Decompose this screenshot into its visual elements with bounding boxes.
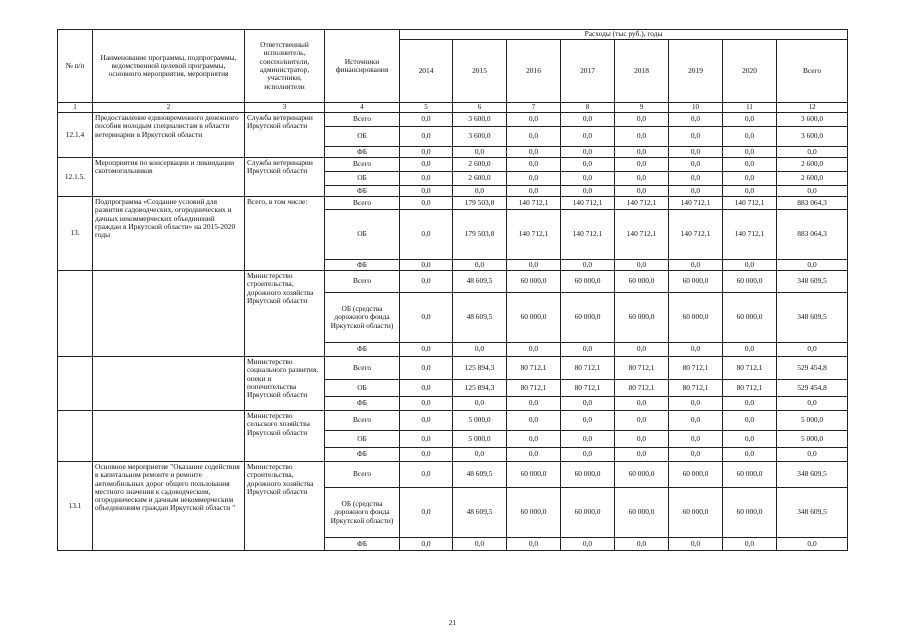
amount-cell: 0,0	[561, 431, 615, 448]
funding-source: ОБ	[325, 210, 400, 260]
amount-cell: 140 712,1	[723, 210, 777, 260]
amount-cell: 48 609,5	[453, 271, 507, 293]
amount-cell: 125 894,3	[453, 380, 507, 397]
amount-cell: 2 600,0	[453, 158, 507, 172]
column-number: 8	[561, 103, 615, 113]
amount-cell: 0,0	[400, 260, 453, 271]
amount-cell: 80 712,1	[615, 380, 669, 397]
amount-cell: 80 712,1	[723, 380, 777, 397]
funding-source: Всего	[325, 357, 400, 380]
amount-cell: 140 712,1	[561, 210, 615, 260]
amount-cell: 3 600,0	[453, 113, 507, 127]
amount-cell: 0,0	[723, 158, 777, 172]
amount-cell: 3 600,0	[453, 127, 507, 147]
amount-cell: 140 712,1	[507, 197, 561, 210]
amount-cell: 0,0	[507, 448, 561, 462]
total-cell: 5 000,0	[777, 431, 848, 448]
row-number: 12.1.4	[58, 113, 93, 158]
total-cell: 2 600,0	[777, 158, 848, 172]
column-number: 10	[669, 103, 723, 113]
amount-cell: 0,0	[400, 538, 453, 551]
amount-cell: 60 000,0	[723, 271, 777, 293]
amount-cell: 60 000,0	[561, 462, 615, 488]
funding-source: Всего	[325, 462, 400, 488]
amount-cell: 0,0	[400, 127, 453, 147]
amount-cell: 179 503,8	[453, 210, 507, 260]
amount-cell: 0,0	[723, 147, 777, 158]
table-row	[58, 411, 848, 431]
amount-cell: 60 000,0	[615, 271, 669, 293]
amount-cell: 0,0	[507, 538, 561, 551]
row-number: 13.1	[58, 462, 93, 551]
funding-source: ФБ	[325, 538, 400, 551]
amount-cell: 60 000,0	[723, 293, 777, 343]
amount-cell: 140 712,1	[615, 210, 669, 260]
amount-cell: 0,0	[400, 210, 453, 260]
amount-cell: 80 712,1	[561, 357, 615, 380]
amount-cell: 0,0	[561, 343, 615, 357]
amount-cell: 2 600,0	[453, 172, 507, 186]
funding-source: ОБ	[325, 380, 400, 397]
total-cell: 3 600,0	[777, 127, 848, 147]
executor: Служба ветеринарии Иркутской области	[245, 158, 325, 197]
amount-cell: 0,0	[723, 397, 777, 411]
amount-cell: 0,0	[400, 380, 453, 397]
total-cell: 0,0	[777, 260, 848, 271]
amount-cell: 0,0	[561, 186, 615, 197]
amount-cell: 0,0	[723, 448, 777, 462]
amount-cell: 140 712,1	[507, 210, 561, 260]
amount-cell: 0,0	[669, 186, 723, 197]
amount-cell: 0,0	[615, 172, 669, 186]
funding-source: Всего	[325, 411, 400, 431]
amount-cell: 0,0	[669, 448, 723, 462]
amount-cell: 0,0	[453, 260, 507, 271]
funding-source: ОБ (средства дорожного фонда Иркутской области)	[325, 293, 400, 343]
amount-cell: 0,0	[453, 343, 507, 357]
amount-cell: 0,0	[507, 127, 561, 147]
amount-cell: 0,0	[615, 127, 669, 147]
amount-cell: 0,0	[400, 357, 453, 380]
amount-cell: 0,0	[400, 462, 453, 488]
amount-cell: 60 000,0	[669, 293, 723, 343]
amount-cell: 0,0	[723, 260, 777, 271]
amount-cell: 140 712,1	[669, 210, 723, 260]
amount-cell: 48 609,5	[453, 488, 507, 538]
header-sources: Источники финансирования	[325, 30, 400, 103]
program-name	[93, 411, 245, 462]
amount-cell: 0,0	[400, 147, 453, 158]
amount-cell: 0,0	[400, 293, 453, 343]
row-number	[58, 357, 93, 411]
amount-cell: 0,0	[669, 397, 723, 411]
amount-cell: 0,0	[453, 397, 507, 411]
amount-cell: 0,0	[400, 431, 453, 448]
funding-source: ФБ	[325, 186, 400, 197]
amount-cell: 0,0	[669, 538, 723, 551]
amount-cell: 0,0	[723, 343, 777, 357]
amount-cell: 0,0	[723, 538, 777, 551]
funding-source: ФБ	[325, 343, 400, 357]
amount-cell: 60 000,0	[669, 271, 723, 293]
amount-cell: 0,0	[400, 158, 453, 172]
total-cell: 0,0	[777, 147, 848, 158]
amount-cell: 0,0	[669, 431, 723, 448]
amount-cell: 5 000,0	[453, 431, 507, 448]
amount-cell: 0,0	[453, 538, 507, 551]
header-total: Всего	[777, 40, 848, 103]
table-row	[58, 271, 848, 293]
amount-cell: 60 000,0	[561, 271, 615, 293]
amount-cell: 0,0	[400, 271, 453, 293]
amount-cell: 140 712,1	[723, 197, 777, 210]
executor: Служба ветеринарии Иркутской области	[245, 113, 325, 158]
amount-cell: 0,0	[507, 113, 561, 127]
amount-cell: 0,0	[669, 147, 723, 158]
amount-cell: 0,0	[400, 411, 453, 431]
amount-cell: 0,0	[723, 186, 777, 197]
amount-cell: 0,0	[561, 127, 615, 147]
amount-cell: 0,0	[561, 113, 615, 127]
column-number: 12	[777, 103, 848, 113]
total-cell: 348 609,5	[777, 488, 848, 538]
amount-cell: 0,0	[615, 113, 669, 127]
amount-cell: 140 712,1	[615, 197, 669, 210]
amount-cell: 0,0	[561, 260, 615, 271]
executor: Министерство социального развития, опеки и попечительства Иркутской области	[245, 357, 325, 411]
amount-cell: 80 712,1	[507, 380, 561, 397]
amount-cell: 0,0	[507, 147, 561, 158]
table-body	[58, 113, 848, 551]
amount-cell: 0,0	[723, 127, 777, 147]
amount-cell: 0,0	[400, 197, 453, 210]
header-name: Наименование программы, подпрограммы, ведомственной целевой программы, основного мероприятия, мероприятия	[93, 30, 245, 103]
total-cell: 0,0	[777, 448, 848, 462]
header-no: № п/п	[58, 30, 93, 103]
amount-cell: 60 000,0	[507, 293, 561, 343]
amount-cell: 80 712,1	[615, 357, 669, 380]
amount-cell: 0,0	[669, 260, 723, 271]
amount-cell: 0,0	[507, 186, 561, 197]
funding-source: ОБ	[325, 127, 400, 147]
amount-cell: 60 000,0	[507, 271, 561, 293]
header-year: 2018	[615, 40, 669, 103]
executor: Всего, в том числе:	[245, 197, 325, 271]
amount-cell: 80 712,1	[561, 380, 615, 397]
amount-cell: 0,0	[507, 397, 561, 411]
program-name: Предоставление единовременного денежного пособия молодым специалистам в области ветеринарии в Иркутской области	[93, 113, 245, 158]
amount-cell: 179 503,8	[453, 197, 507, 210]
amount-cell: 0,0	[615, 343, 669, 357]
amount-cell: 0,0	[615, 260, 669, 271]
funding-source: ФБ	[325, 260, 400, 271]
amount-cell: 0,0	[669, 127, 723, 147]
program-name	[93, 271, 245, 357]
amount-cell: 0,0	[615, 147, 669, 158]
amount-cell: 0,0	[723, 431, 777, 448]
amount-cell: 80 712,1	[507, 357, 561, 380]
amount-cell: 0,0	[507, 343, 561, 357]
total-cell: 0,0	[777, 186, 848, 197]
amount-cell: 125 894,3	[453, 357, 507, 380]
amount-cell: 48 609,5	[453, 293, 507, 343]
amount-cell: 60 000,0	[615, 462, 669, 488]
amount-cell: 0,0	[507, 260, 561, 271]
amount-cell: 0,0	[507, 172, 561, 186]
header-executor: Ответственный исполнитель, соисполнители, администратор, участники, исполнители	[245, 30, 325, 103]
amount-cell: 0,0	[400, 448, 453, 462]
header-year: 2016	[507, 40, 561, 103]
header-expenses: Расходы (тыс руб.), годы	[400, 30, 848, 40]
amount-cell: 5 000,0	[453, 411, 507, 431]
amount-cell: 140 712,1	[669, 197, 723, 210]
amount-cell: 0,0	[669, 113, 723, 127]
total-cell: 3 600,0	[777, 113, 848, 127]
funding-source: ОБ	[325, 172, 400, 186]
column-number: 5	[400, 103, 453, 113]
table-row	[58, 158, 848, 172]
amount-cell: 0,0	[561, 448, 615, 462]
amount-cell: 80 712,1	[723, 357, 777, 380]
amount-cell: 0,0	[669, 158, 723, 172]
amount-cell: 0,0	[400, 186, 453, 197]
amount-cell: 0,0	[561, 147, 615, 158]
amount-cell: 0,0	[453, 147, 507, 158]
amount-cell: 60 000,0	[723, 488, 777, 538]
table-row	[58, 197, 848, 210]
amount-cell: 60 000,0	[561, 488, 615, 538]
funding-source: Всего	[325, 158, 400, 172]
funding-source: ФБ	[325, 448, 400, 462]
funding-source: Всего	[325, 197, 400, 210]
header-year: 2020	[723, 40, 777, 103]
amount-cell: 0,0	[453, 448, 507, 462]
amount-cell: 0,0	[615, 186, 669, 197]
amount-cell: 0,0	[615, 431, 669, 448]
amount-cell: 60 000,0	[669, 488, 723, 538]
total-cell: 0,0	[777, 343, 848, 357]
column-number: 11	[723, 103, 777, 113]
column-number: 7	[507, 103, 561, 113]
row-number: 12.1.5.	[58, 158, 93, 197]
amount-cell: 0,0	[615, 397, 669, 411]
table-row	[58, 357, 848, 380]
funding-source: ОБ (средства дорожного фонда Иркутской области)	[325, 488, 400, 538]
total-cell: 348 609,5	[777, 462, 848, 488]
column-number: 6	[453, 103, 507, 113]
program-name: Подпрограмма «Создание условий для развития садоводческих, огороднических и дачных некоммерческих объединений граждан в Иркутской области» на 2015-2020 годы	[93, 197, 245, 271]
program-name: Мероприятия по консервации и ликвидации скотомогильников	[93, 158, 245, 197]
amount-cell: 0,0	[561, 411, 615, 431]
amount-cell: 0,0	[723, 172, 777, 186]
amount-cell: 60 000,0	[561, 293, 615, 343]
amount-cell: 0,0	[507, 411, 561, 431]
header-year: 2017	[561, 40, 615, 103]
amount-cell: 0,0	[561, 158, 615, 172]
header-year: 2019	[669, 40, 723, 103]
total-cell: 883 064,3	[777, 197, 848, 210]
amount-cell: 60 000,0	[669, 462, 723, 488]
column-number: 1	[58, 103, 93, 113]
amount-cell: 0,0	[400, 113, 453, 127]
total-cell: 0,0	[777, 538, 848, 551]
amount-cell: 0,0	[400, 397, 453, 411]
funding-source: ОБ	[325, 431, 400, 448]
executor: Министерство строительства, дорожного хозяйства Иркутской области	[245, 271, 325, 357]
amount-cell: 140 712,1	[561, 197, 615, 210]
total-cell: 348 609,5	[777, 271, 848, 293]
amount-cell: 0,0	[400, 488, 453, 538]
amount-cell: 0,0	[723, 411, 777, 431]
funding-source: ФБ	[325, 147, 400, 158]
row-number: 13.	[58, 197, 93, 271]
amount-cell: 0,0	[615, 448, 669, 462]
amount-cell: 0,0	[669, 172, 723, 186]
total-cell: 0,0	[777, 397, 848, 411]
amount-cell: 0,0	[615, 411, 669, 431]
amount-cell: 0,0	[400, 343, 453, 357]
amount-cell: 60 000,0	[507, 462, 561, 488]
total-cell: 883 064,3	[777, 210, 848, 260]
executor: Министерство строительства, дорожного хозяйства Иркутской области	[245, 462, 325, 551]
total-cell: 529 454,8	[777, 380, 848, 397]
amount-cell: 0,0	[615, 538, 669, 551]
program-name: Основное мероприятие "Оказание содействия в капитальном ремонте и ремонте автомобильных дорог общего пользования местного значения к садоводческим, огородническим и дачным некоммерческим объединениям граждан Иркутской области "	[93, 462, 245, 551]
row-number	[58, 411, 93, 462]
amount-cell: 0,0	[507, 431, 561, 448]
column-number: 9	[615, 103, 669, 113]
header-year: 2014	[400, 40, 453, 103]
amount-cell: 60 000,0	[723, 462, 777, 488]
total-cell: 5 000,0	[777, 411, 848, 431]
amount-cell: 60 000,0	[615, 488, 669, 538]
header-year: 2015	[453, 40, 507, 103]
amount-cell: 0,0	[400, 172, 453, 186]
funding-source: Всего	[325, 271, 400, 293]
amount-cell: 0,0	[561, 397, 615, 411]
amount-cell: 60 000,0	[615, 293, 669, 343]
amount-cell: 0,0	[561, 538, 615, 551]
amount-cell: 80 712,1	[669, 357, 723, 380]
program-name	[93, 357, 245, 411]
amount-cell: 0,0	[669, 343, 723, 357]
executor: Министерство сельского хозяйства Иркутской области	[245, 411, 325, 462]
amount-cell: 0,0	[723, 113, 777, 127]
column-number: 4	[325, 103, 400, 113]
total-cell: 2 600,0	[777, 172, 848, 186]
funding-source: ФБ	[325, 397, 400, 411]
amount-cell: 0,0	[453, 186, 507, 197]
amount-cell: 80 712,1	[669, 380, 723, 397]
amount-cell: 60 000,0	[507, 488, 561, 538]
row-number	[58, 271, 93, 357]
amount-cell: 48 609,5	[453, 462, 507, 488]
amount-cell: 0,0	[669, 411, 723, 431]
table-row	[58, 113, 848, 127]
page-number: 21	[448, 618, 457, 627]
amount-cell: 0,0	[561, 172, 615, 186]
total-cell: 529 454,8	[777, 357, 848, 380]
column-number: 2	[93, 103, 245, 113]
column-numbers-row	[58, 103, 848, 113]
amount-cell: 0,0	[615, 158, 669, 172]
column-number: 3	[245, 103, 325, 113]
table-row	[58, 462, 848, 488]
total-cell: 348 609,5	[777, 293, 848, 343]
budget-table	[57, 29, 848, 551]
amount-cell: 0,0	[507, 158, 561, 172]
funding-source: Всего	[325, 113, 400, 127]
